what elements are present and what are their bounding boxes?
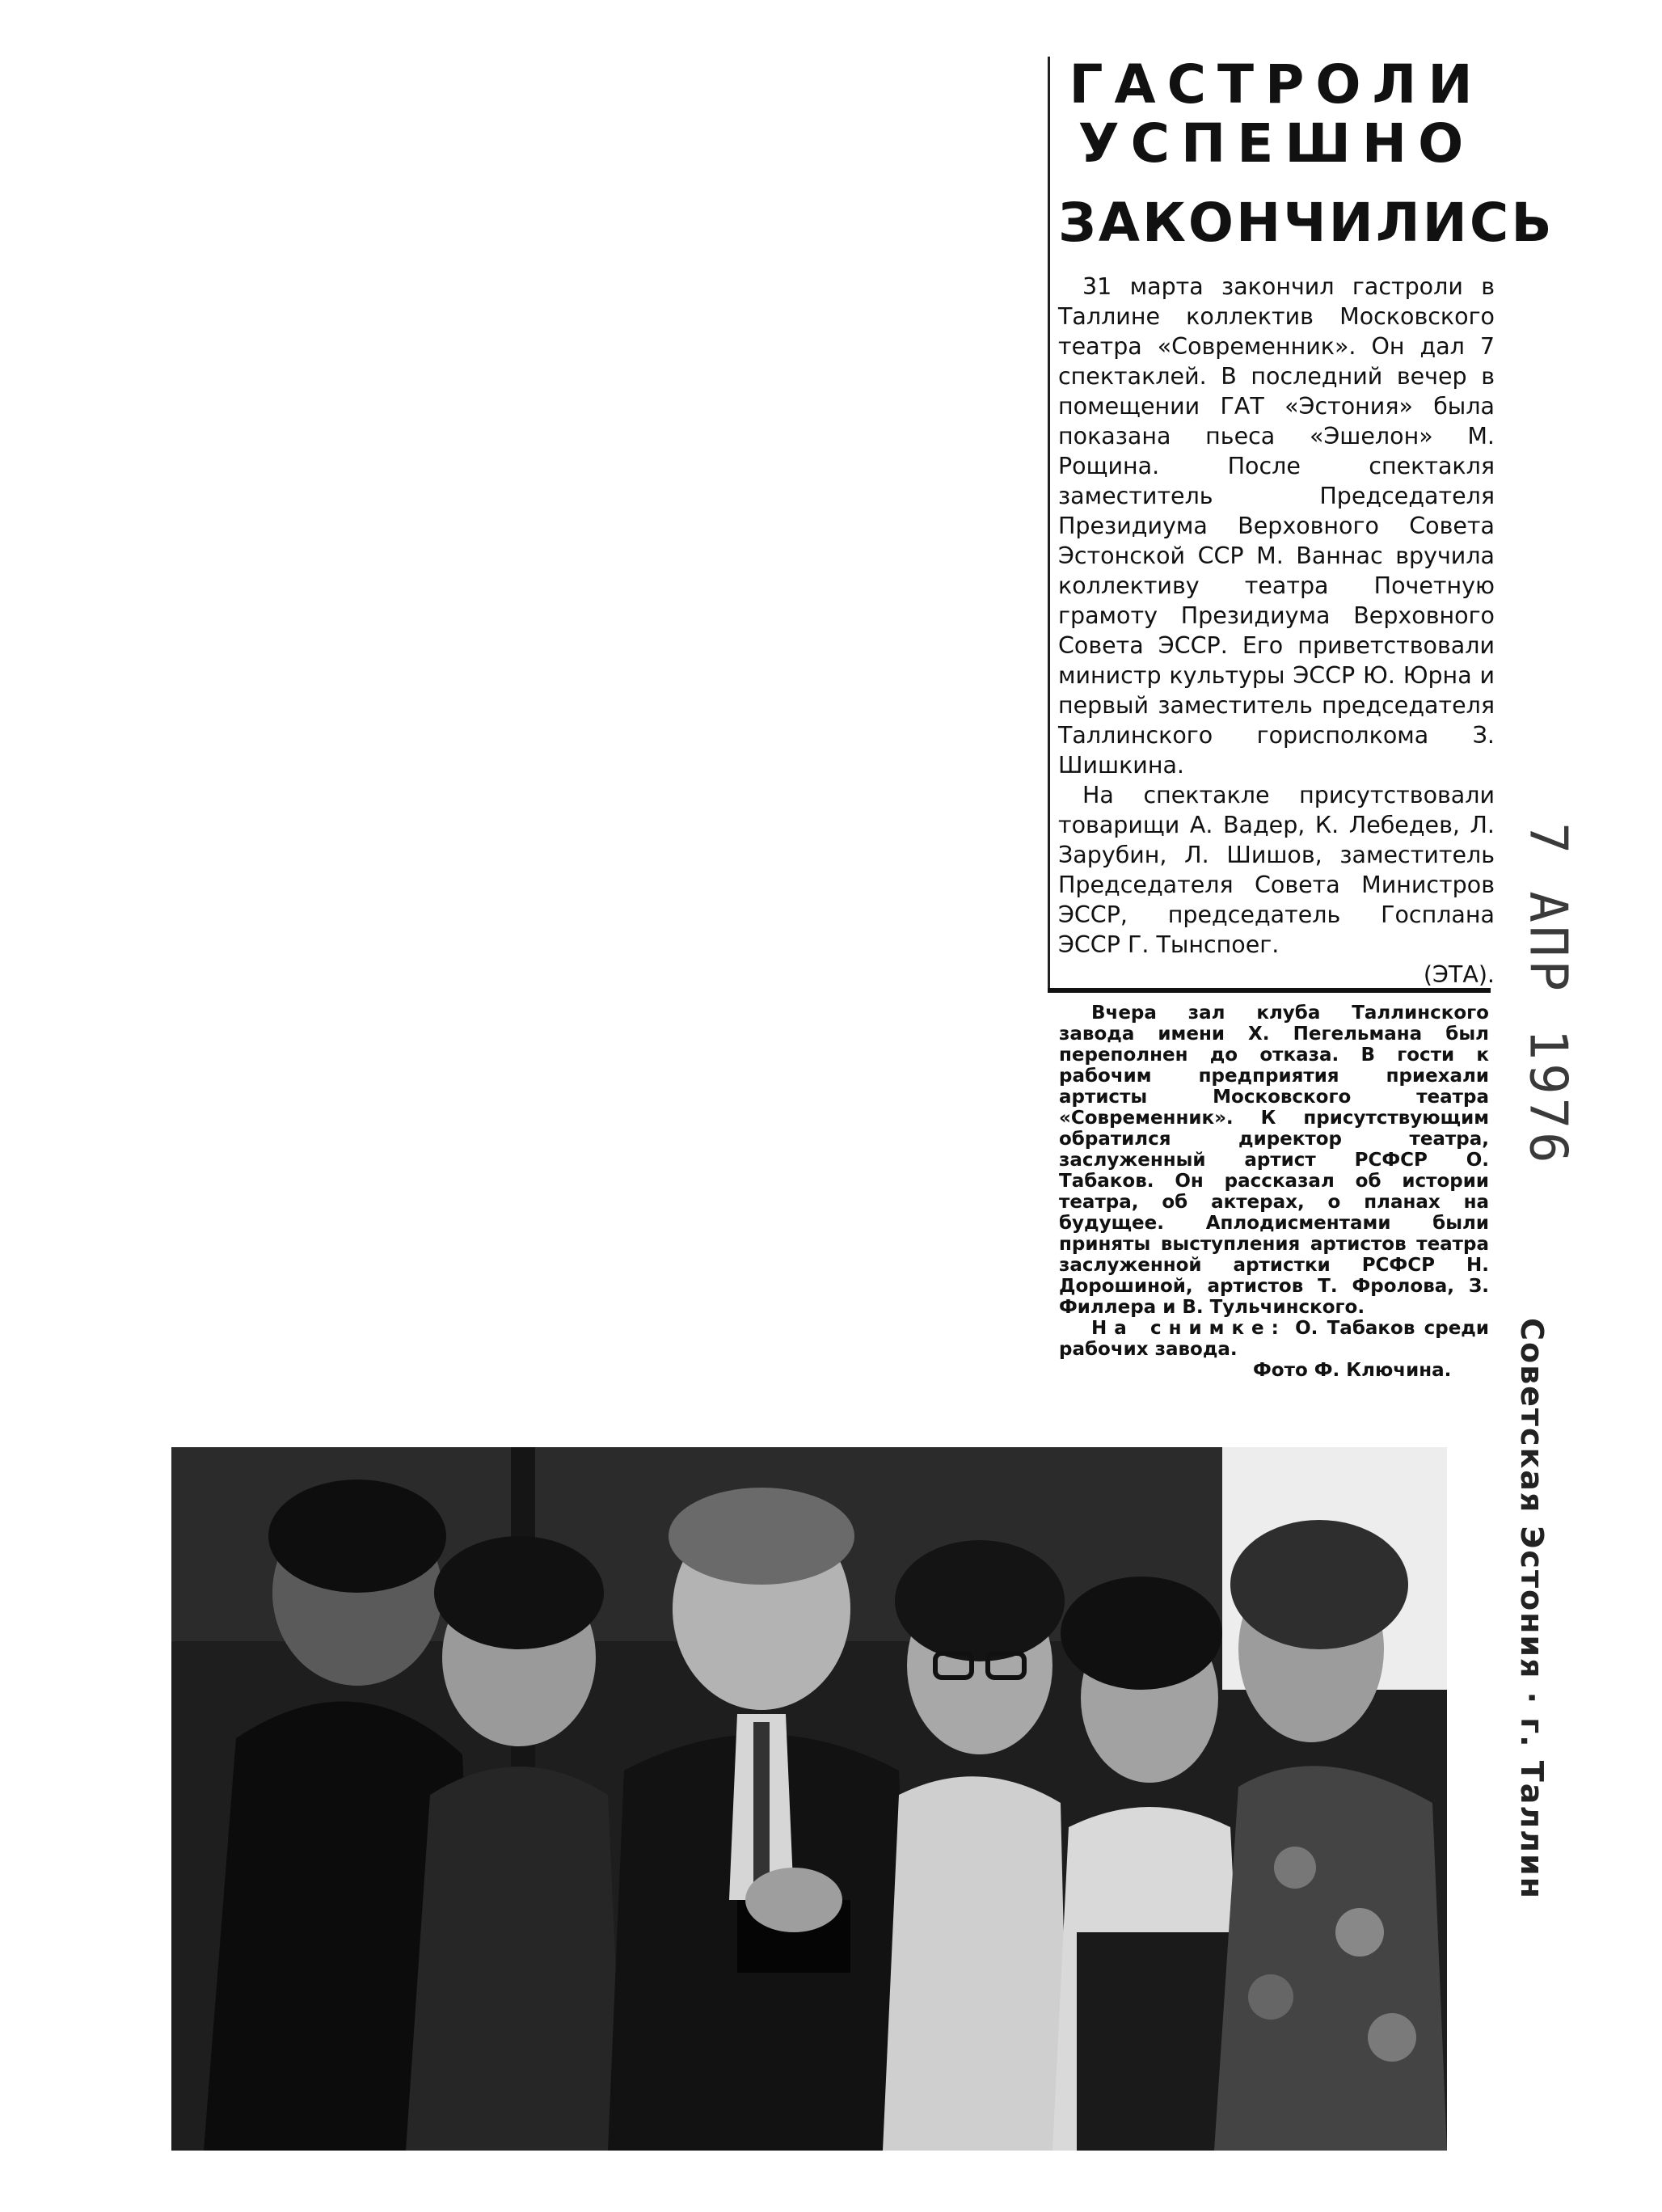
article-body [1058, 272, 1495, 990]
headline-line: УСПЕШНО [1078, 112, 1475, 175]
article-paragraph: 31 марта закончил гастроли в Таллине коллектив Московского театра «Современник». Он дал 7 спектаклей. В последний вечер в помещении ГАТ «Эстония» была показана пьеса «Эшелон» М. Рощина. После спектакля заместитель Председателя Президиума Верховного Совета Эстонской ССР М. Ваннас вручила коллективу театра Почетную грамоту Президиума Верховного Совета ЭССР. Его приветствовали министр культуры ЭССР Ю. Юрна и первый заместитель председателя Таллинского горисполкома З. Шишкина. [1058, 272, 1495, 779]
article [1048, 53, 1554, 990]
article-last-line [1058, 780, 1495, 960]
headline-line: ГАСТРОЛИ [1069, 53, 1484, 116]
agency-tag: (ЭТА). [1423, 960, 1495, 988]
newspaper-source [1471, 1318, 1592, 1900]
article-source [1058, 960, 1495, 990]
photo-description: О. Табаков среди рабочих завода. [1059, 1318, 1489, 1360]
headline-line: ЗАКОНЧИЛИСЬ [1058, 191, 1554, 254]
article-paragraph: На спектакле присутствовали товарищи А. Вадер, К. Лебедев, Л. Зарубин, Л. Шишов, заместитель Председателя Совета Министров ЭССР, председатель Госплана ЭССР Г. Тынспоег. [1058, 781, 1495, 958]
news-photo [171, 1447, 1447, 2151]
date-stamp-text: 7 АПР 1976 [1518, 822, 1578, 1167]
photo-illustration [171, 1447, 1447, 2151]
photo-credit: Фото Ф. Ключина. [1253, 1360, 1452, 1381]
headline [1058, 53, 1554, 254]
photo-label: На снимке: [1091, 1318, 1286, 1339]
newspaper-title: Советская Эстония [1514, 1318, 1550, 1680]
caption-text: Вчера зал клуба Таллинского завода имени Х. Пегельмана был переполнен до отказа. В гости к рабочим предприятия приехали артисты Московского театра «Современник». К присутствующим обратился директор театра, заслуженный артист РСФСР О. Табаков. Он рассказал об истории театра, об актерах, о планах на будущее. Аплодисментами были приняты выступления артистов театра заслуженной артистки РСФСР Н. Дорошиной, артистов Т. Фролова, З. Филлера и В. Тульчинского. [1059, 1003, 1489, 1318]
newspaper-city: г. Таллин [1514, 1717, 1550, 1900]
section-divider [1048, 988, 1491, 993]
newspaper-name: Советская Эстония · г. Таллин [1514, 1318, 1550, 1900]
photo-caption [1059, 1003, 1489, 1381]
caption-photo-line [1059, 1318, 1489, 1360]
date-stamp [1516, 808, 1580, 1180]
